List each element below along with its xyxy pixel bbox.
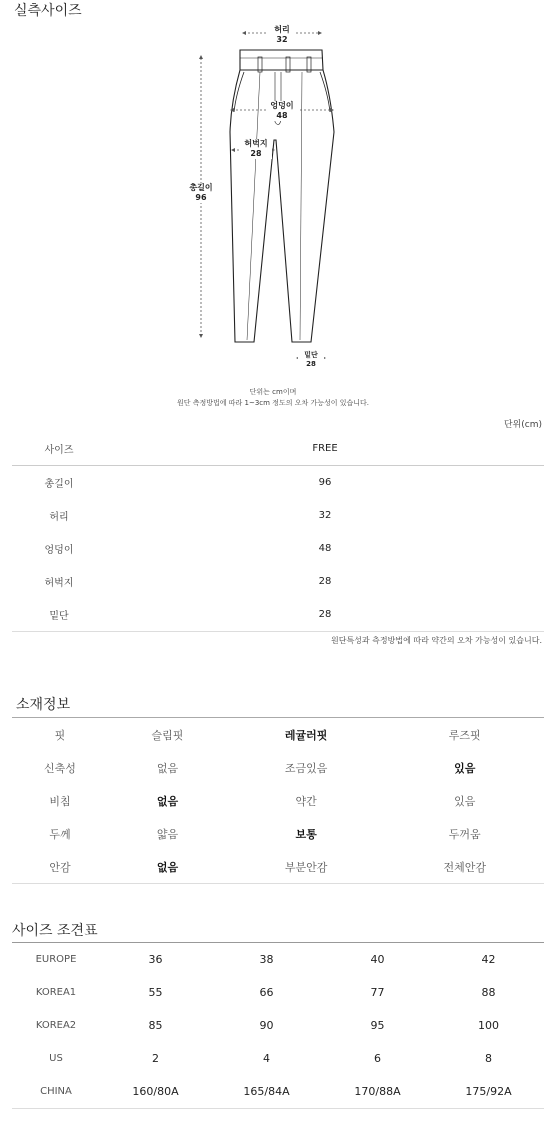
pants-diagram: [180, 22, 360, 372]
measure-header-value: FREE: [106, 432, 544, 466]
material-table: [12, 717, 544, 884]
size-chart-row: [12, 976, 544, 1009]
material-option-selected: 레귤러핏: [284, 728, 328, 742]
size-chart-cell: 160/80A: [100, 1075, 211, 1109]
measure-table-header: [12, 432, 544, 466]
hip-label-group: [266, 101, 298, 121]
size-chart-cell: 77: [370, 986, 385, 999]
size-chart-cell: 66: [259, 986, 274, 999]
material-option: 없음: [156, 761, 179, 775]
material-option-selected: 없음: [156, 794, 179, 808]
material-option: 루즈핏: [448, 728, 481, 742]
material-row: [12, 850, 544, 884]
hip-value: 48: [276, 111, 288, 120]
row-label: 밑단: [12, 598, 106, 632]
size-chart-cell: 40: [370, 953, 385, 966]
material-option: 부분안감: [227, 850, 386, 884]
size-chart-cell: 4: [263, 1052, 270, 1065]
measure-note-line1: 단위는 cm이며: [249, 388, 297, 396]
row-value: 32: [318, 510, 332, 521]
table-row: [12, 466, 544, 500]
length-value: 96: [195, 193, 207, 202]
material-row-label: 핏: [54, 728, 66, 742]
size-chart-row-label: KOREA2: [35, 1020, 77, 1031]
hip-label: 엉덩이: [270, 101, 294, 110]
size-chart-cell: 90: [259, 1019, 274, 1032]
table-row: [12, 565, 544, 598]
size-chart-cell: 8: [485, 1052, 492, 1065]
table-row: [12, 598, 544, 632]
table-row: [12, 499, 544, 532]
material-option: 전체안감: [385, 850, 544, 884]
size-chart-cell: 42: [481, 953, 496, 966]
row-label: 총길이: [44, 479, 74, 490]
size-chart-row-label: US: [49, 1053, 63, 1064]
size-chart-row-label: KOREA1: [35, 987, 77, 998]
row-label: 허벅지: [44, 578, 74, 589]
material-option: 약간: [295, 794, 317, 808]
length-label-group: [184, 183, 218, 203]
hem-label: 밑단: [304, 351, 318, 359]
measure-section-title: 실측사이즈: [14, 3, 82, 19]
size-chart-cell: 95: [370, 1019, 385, 1032]
measure-table: [12, 432, 544, 632]
size-chart-row: [12, 1075, 544, 1109]
row-value: 28: [318, 576, 332, 587]
size-chart-cell: 165/84A: [211, 1075, 322, 1109]
hem-value: 28: [306, 360, 316, 368]
size-chart-row: [12, 943, 544, 977]
unit-label: 단위(cm): [503, 420, 542, 430]
material-row-label: 비침: [49, 794, 71, 808]
size-chart-row-label: CHINA: [12, 1075, 100, 1109]
hem-label-group: [298, 351, 324, 369]
material-option: 두꺼움: [448, 827, 481, 841]
material-row-label: 안감: [12, 850, 108, 884]
material-row: [12, 817, 544, 850]
material-option: 조금있음: [284, 761, 328, 775]
material-row: [12, 751, 544, 784]
material-option-selected: 있음: [454, 761, 476, 775]
size-chart-cell: 100: [478, 1019, 499, 1032]
material-option: 슬림핏: [151, 728, 184, 742]
row-value: 48: [318, 543, 332, 554]
material-row: [12, 784, 544, 817]
measure-footnote: 원단특성과 측정방법에 따라 약간의 오차 가능성이 있습니다.: [331, 636, 542, 645]
size-chart-cell: 36: [148, 953, 163, 966]
material-option-selected: 보통: [295, 827, 317, 841]
size-chart-cell: 175/92A: [433, 1075, 544, 1109]
size-chart-cell: 6: [374, 1052, 381, 1065]
row-value: 96: [318, 477, 332, 488]
material-row: [12, 718, 544, 752]
size-chart-cell: 38: [259, 953, 274, 966]
measure-note-line2: 원단 측정방법에 따라 1~3cm 정도의 오차 가능성이 있습니다.: [176, 399, 369, 407]
row-label: 엉덩이: [44, 545, 74, 556]
material-option-selected: 없음: [108, 850, 227, 884]
thigh-value: 28: [250, 149, 262, 158]
waist-label: 허리: [274, 25, 290, 34]
waist-label-group: [268, 25, 296, 45]
size-chart-cell: 170/88A: [322, 1075, 433, 1109]
row-label: 허리: [49, 512, 69, 523]
row-value: 28: [106, 598, 544, 632]
thigh-label-group: [240, 139, 272, 159]
size-chart-row-label: EUROPE: [35, 954, 77, 965]
waist-value: 32: [276, 35, 288, 44]
material-option: 얇음: [156, 827, 179, 841]
material-option: 있음: [454, 794, 476, 808]
material-row-label: 두께: [49, 827, 71, 841]
table-row: [12, 532, 544, 565]
material-row-label: 신축성: [44, 761, 76, 775]
size-chart-section-title: 사이즈 조견표: [12, 923, 98, 939]
size-chart-cell: 85: [148, 1019, 163, 1032]
size-chart-row: [12, 1042, 544, 1075]
size-chart-cell: 2: [152, 1052, 159, 1065]
measure-header-label: 사이즈: [12, 432, 106, 466]
size-chart-cell: 88: [481, 986, 496, 999]
size-chart-table: [12, 942, 544, 1109]
size-chart-row: [12, 1009, 544, 1042]
size-chart-cell: 55: [148, 986, 163, 999]
thigh-label: 허벅지: [244, 139, 268, 148]
length-label: 총길이: [189, 183, 213, 192]
material-section-title: 소재정보: [16, 697, 71, 713]
